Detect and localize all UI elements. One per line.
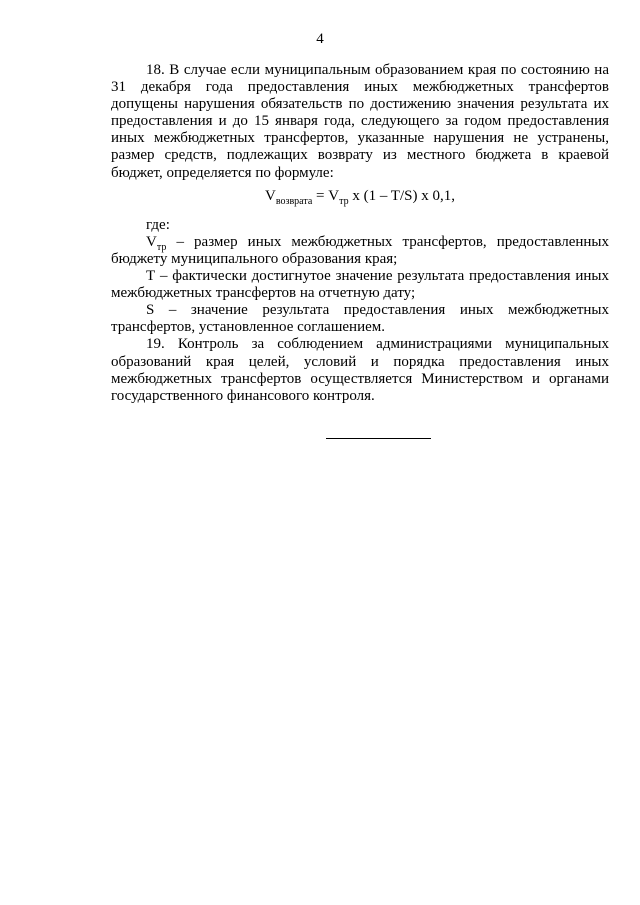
formula-eq: = V <box>312 187 340 204</box>
page-number: 4 <box>316 31 324 47</box>
definition-v-sub: тр <box>156 241 167 253</box>
definition-s: S – значение результата предоставления иных межбюджетных трансфертов, установленное соглашением. <box>111 302 609 336</box>
paragraph-19: 19. Контроль за соблюдением администрациями муниципальных образований края целей, условий и порядка предоставления иных межбюджетных трансфертов осуществляется Министерством и органами государственного финансового контроля. <box>111 336 609 404</box>
end-separator-line <box>326 438 431 439</box>
paragraph-18: 18. В случае если муниципальным образованием края по состоянию на 31 декабря года предоставления иных межбюджетных трансфертов допущены нарушения обязательств по достижению значения результата их предоставления и до 15 января года, следующего за годом предоставления иных межбюджетных трансфертов, указанные нарушения не устранены, размер средств, подлежащих возврату из местного бюджета в краевой бюджет, определяется по формуле: <box>111 62 609 181</box>
formula-sub-vozvrata: возврата <box>275 195 313 207</box>
formula-v: V <box>265 187 276 204</box>
definition-t: Т – фактически достигнутое значение результата предоставления иных межбюджетных трансфертов на отчетную дату; <box>111 268 609 302</box>
where-label: где: <box>146 216 170 233</box>
formula-sub-tr: тр <box>339 195 349 207</box>
formula-rest: x (1 – T/S) x 0,1, <box>348 187 455 204</box>
definition-v <box>111 234 609 268</box>
definition-v-text: – размер иных межбюджетных трансфертов, предоставленных бюджету муниципального образования края; <box>111 233 609 267</box>
definition-v-symbol: V <box>146 233 157 250</box>
formula <box>111 188 609 205</box>
document-body <box>111 62 609 405</box>
